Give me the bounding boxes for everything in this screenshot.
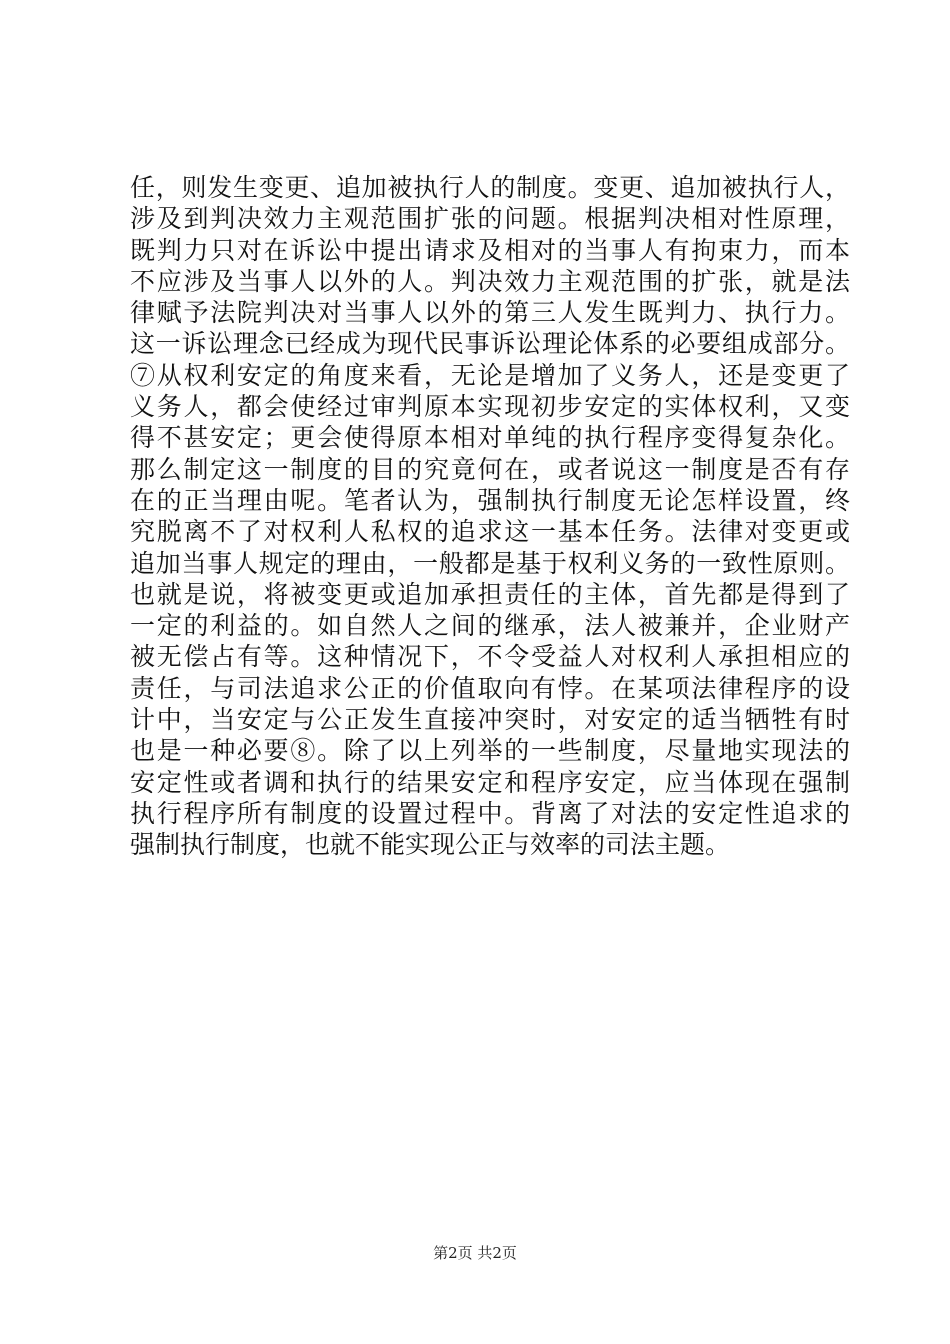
text-line: 既判力只对在诉讼中提出请求及相对的当事人有拘束力，而本 — [130, 235, 850, 265]
text-line: 安定性或者调和执行的结果安定和程序安定，应当体现在强制 — [130, 767, 850, 797]
text-line: 涉及到判决效力主观范围扩张的问题。根据判决相对性原理， — [130, 204, 850, 234]
text-line: 究脱离不了对权利人私权的追求这一基本任务。法律对变更或 — [130, 517, 850, 547]
text-line: ⑦从权利安定的角度来看，无论是增加了义务人，还是变更了 — [130, 360, 850, 390]
text-line: 任，则发生变更、追加被执行人的制度。变更、追加被执行人， — [130, 173, 850, 202]
text-line: 强制执行制度，也就不能实现公正与效率的司法主题。 — [130, 830, 731, 860]
text-line: 责任，与司法追求公正的价值取向有悖。在某项法律程序的设 — [130, 673, 850, 703]
page-footer: 第2页 共2页 — [433, 1244, 517, 1262]
text-line: 这一诉讼理念已经成为现代民事诉讼理论体系的必要组成部分。 — [130, 329, 850, 359]
text-line: 那么制定这一制度的目的究竟何在，或者说这一制度是否有存 — [130, 454, 850, 484]
text-line: 计中，当安定与公正发生直接冲突时，对安定的适当牺牲有时 — [130, 705, 850, 735]
text-line: 执行程序所有制度的设置过程中。背离了对法的安定性追求的 — [130, 798, 850, 828]
text-line: 被无偿占有等。这种情况下，不令受益人对权利人承担相应的 — [130, 642, 850, 672]
text-line: 在的正当理由呢。笔者认为，强制执行制度无论怎样设置，终 — [130, 485, 850, 515]
text-line: 不应涉及当事人以外的人。判决效力主观范围的扩张，就是法 — [130, 266, 850, 296]
text-line: 律赋予法院判决对当事人以外的第三人发生既判力、执行力。 — [130, 298, 850, 328]
text-line: 追加当事人规定的理由，一般都是基于权利义务的一致性原则。 — [130, 548, 850, 578]
body-text — [130, 172, 850, 861]
text-line: 得不甚安定；更会使得原本相对单纯的执行程序变得复杂化。 — [130, 423, 850, 453]
text-line: 也是一种必要⑧。除了以上列举的一些制度，尽量地实现法的 — [130, 736, 850, 766]
text-line: 也就是说，将被变更或追加承担责任的主体，首先都是得到了 — [130, 579, 850, 609]
text-line: 义务人，都会使经过审判原本实现初步安定的实体权利，又变 — [130, 392, 850, 422]
text-line: 一定的利益的。如自然人之间的继承，法人被兼并，企业财产 — [130, 611, 850, 641]
